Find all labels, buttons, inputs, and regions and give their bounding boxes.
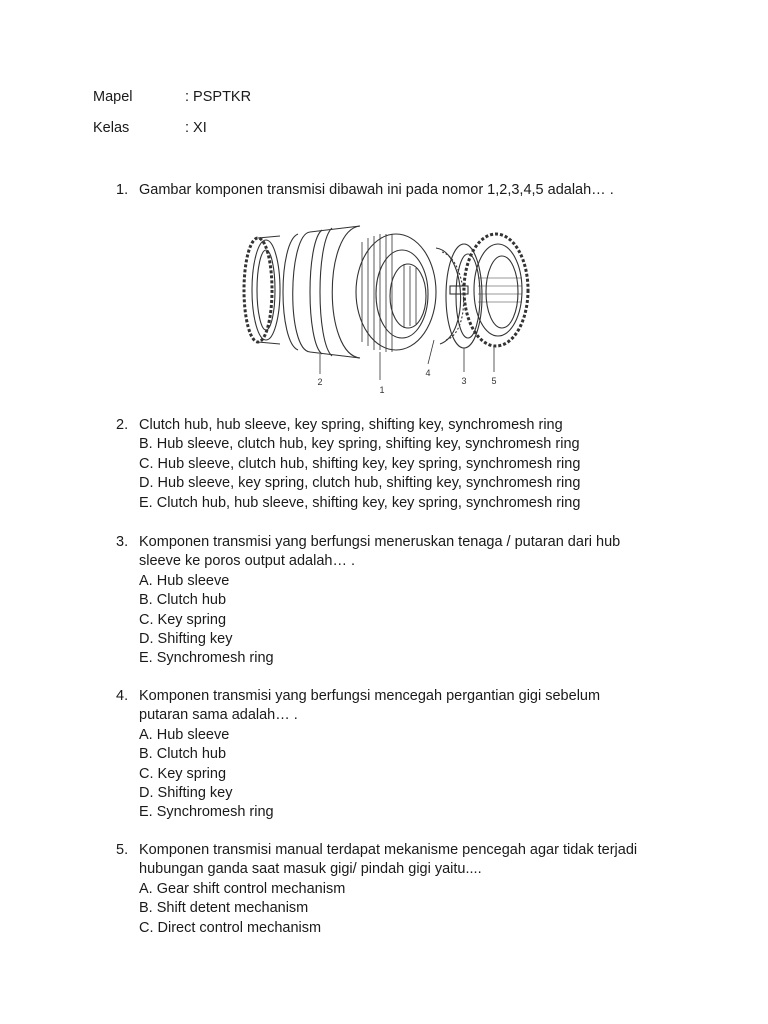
figure-label-5: 5 [491,376,497,386]
option-b[interactable]: B. Clutch hub [139,592,227,609]
key-spring [436,248,468,344]
option-a[interactable]: A. Hub sleeve [139,726,230,743]
option-a[interactable]: A. Hub sleeve [139,572,230,589]
option-b[interactable]: B. Clutch hub [139,746,227,763]
option-a[interactable]: A. Gear shift control mechanism [139,880,346,897]
figure-label-1: 1 [379,385,385,395]
question-text: Gambar komponen transmisi dibawah ini pada nomor 1,2,3,4,5 adalah… . [139,182,614,198]
option-d[interactable]: D. Shifting key [139,631,233,648]
option-e[interactable]: E. Clutch hub, hub sleeve, shifting key, key spring, synchromesh ring [139,494,581,511]
question-text-line: Komponen transmisi manual terdapat mekanisme pencegah agar tidak terjadi [139,842,638,858]
transmission-synchronizer-figure [228,212,540,400]
question-number: 1. [116,182,129,198]
hub-sleeve [283,226,360,358]
question-number: 5. [116,842,129,858]
kelas-label: Kelas [93,120,130,136]
question-number: 4. [116,688,129,704]
figure-label-3: 3 [461,376,467,386]
option-e[interactable]: E. Synchromesh ring [139,650,274,667]
question-text-line: hubungan ganda saat masuk gigi/ pindah gigi yaitu.... [139,861,482,878]
option-c[interactable]: C. Direct control mechanism [139,919,322,936]
kelas-row [93,119,207,137]
kelas-value: : XI [185,120,207,136]
mapel-value: : PSPTKR [185,89,252,105]
option-d[interactable]: D. Shifting key [139,785,233,802]
option-c[interactable]: C. Hub sleeve, clutch hub, shifting key, key spring, synchromesh ring [139,455,581,472]
option-d[interactable]: D. Hub sleeve, key spring, clutch hub, shifting key, synchromesh ring [139,475,581,492]
option-b[interactable]: B. Hub sleeve, clutch hub, key spring, shifting key, synchromesh ring [139,436,580,453]
mapel-row [93,88,251,106]
option-c[interactable]: C. Key spring [139,765,227,782]
question-text: Clutch hub, hub sleeve, key spring, shifting key, synchromesh ring [139,417,563,433]
question-text-line: sleeve ke poros output adalah… . [139,553,356,570]
option-b[interactable]: B. Shift detent mechanism [139,900,309,917]
gear-ring [464,234,528,346]
question-text-line: putaran sama adalah… . [139,707,298,724]
clutch-hub [356,234,436,352]
figure-label-4: 4 [425,368,431,378]
question-text-line: Komponen transmisi yang berfungsi mencegah pergantian gigi sebelum [139,688,601,704]
question-text-line: Komponen transmisi yang berfungsi meneruskan tenaga / putaran dari hub [139,534,621,550]
question-number: 3. [116,534,129,550]
option-e[interactable]: E. Synchromesh ring [139,804,274,821]
mapel-label: Mapel [93,89,133,105]
figure-label-2: 2 [317,377,323,387]
option-c[interactable]: C. Key spring [139,611,227,628]
question-number: 2. [116,417,129,433]
synchromesh-ring-left [244,236,280,344]
